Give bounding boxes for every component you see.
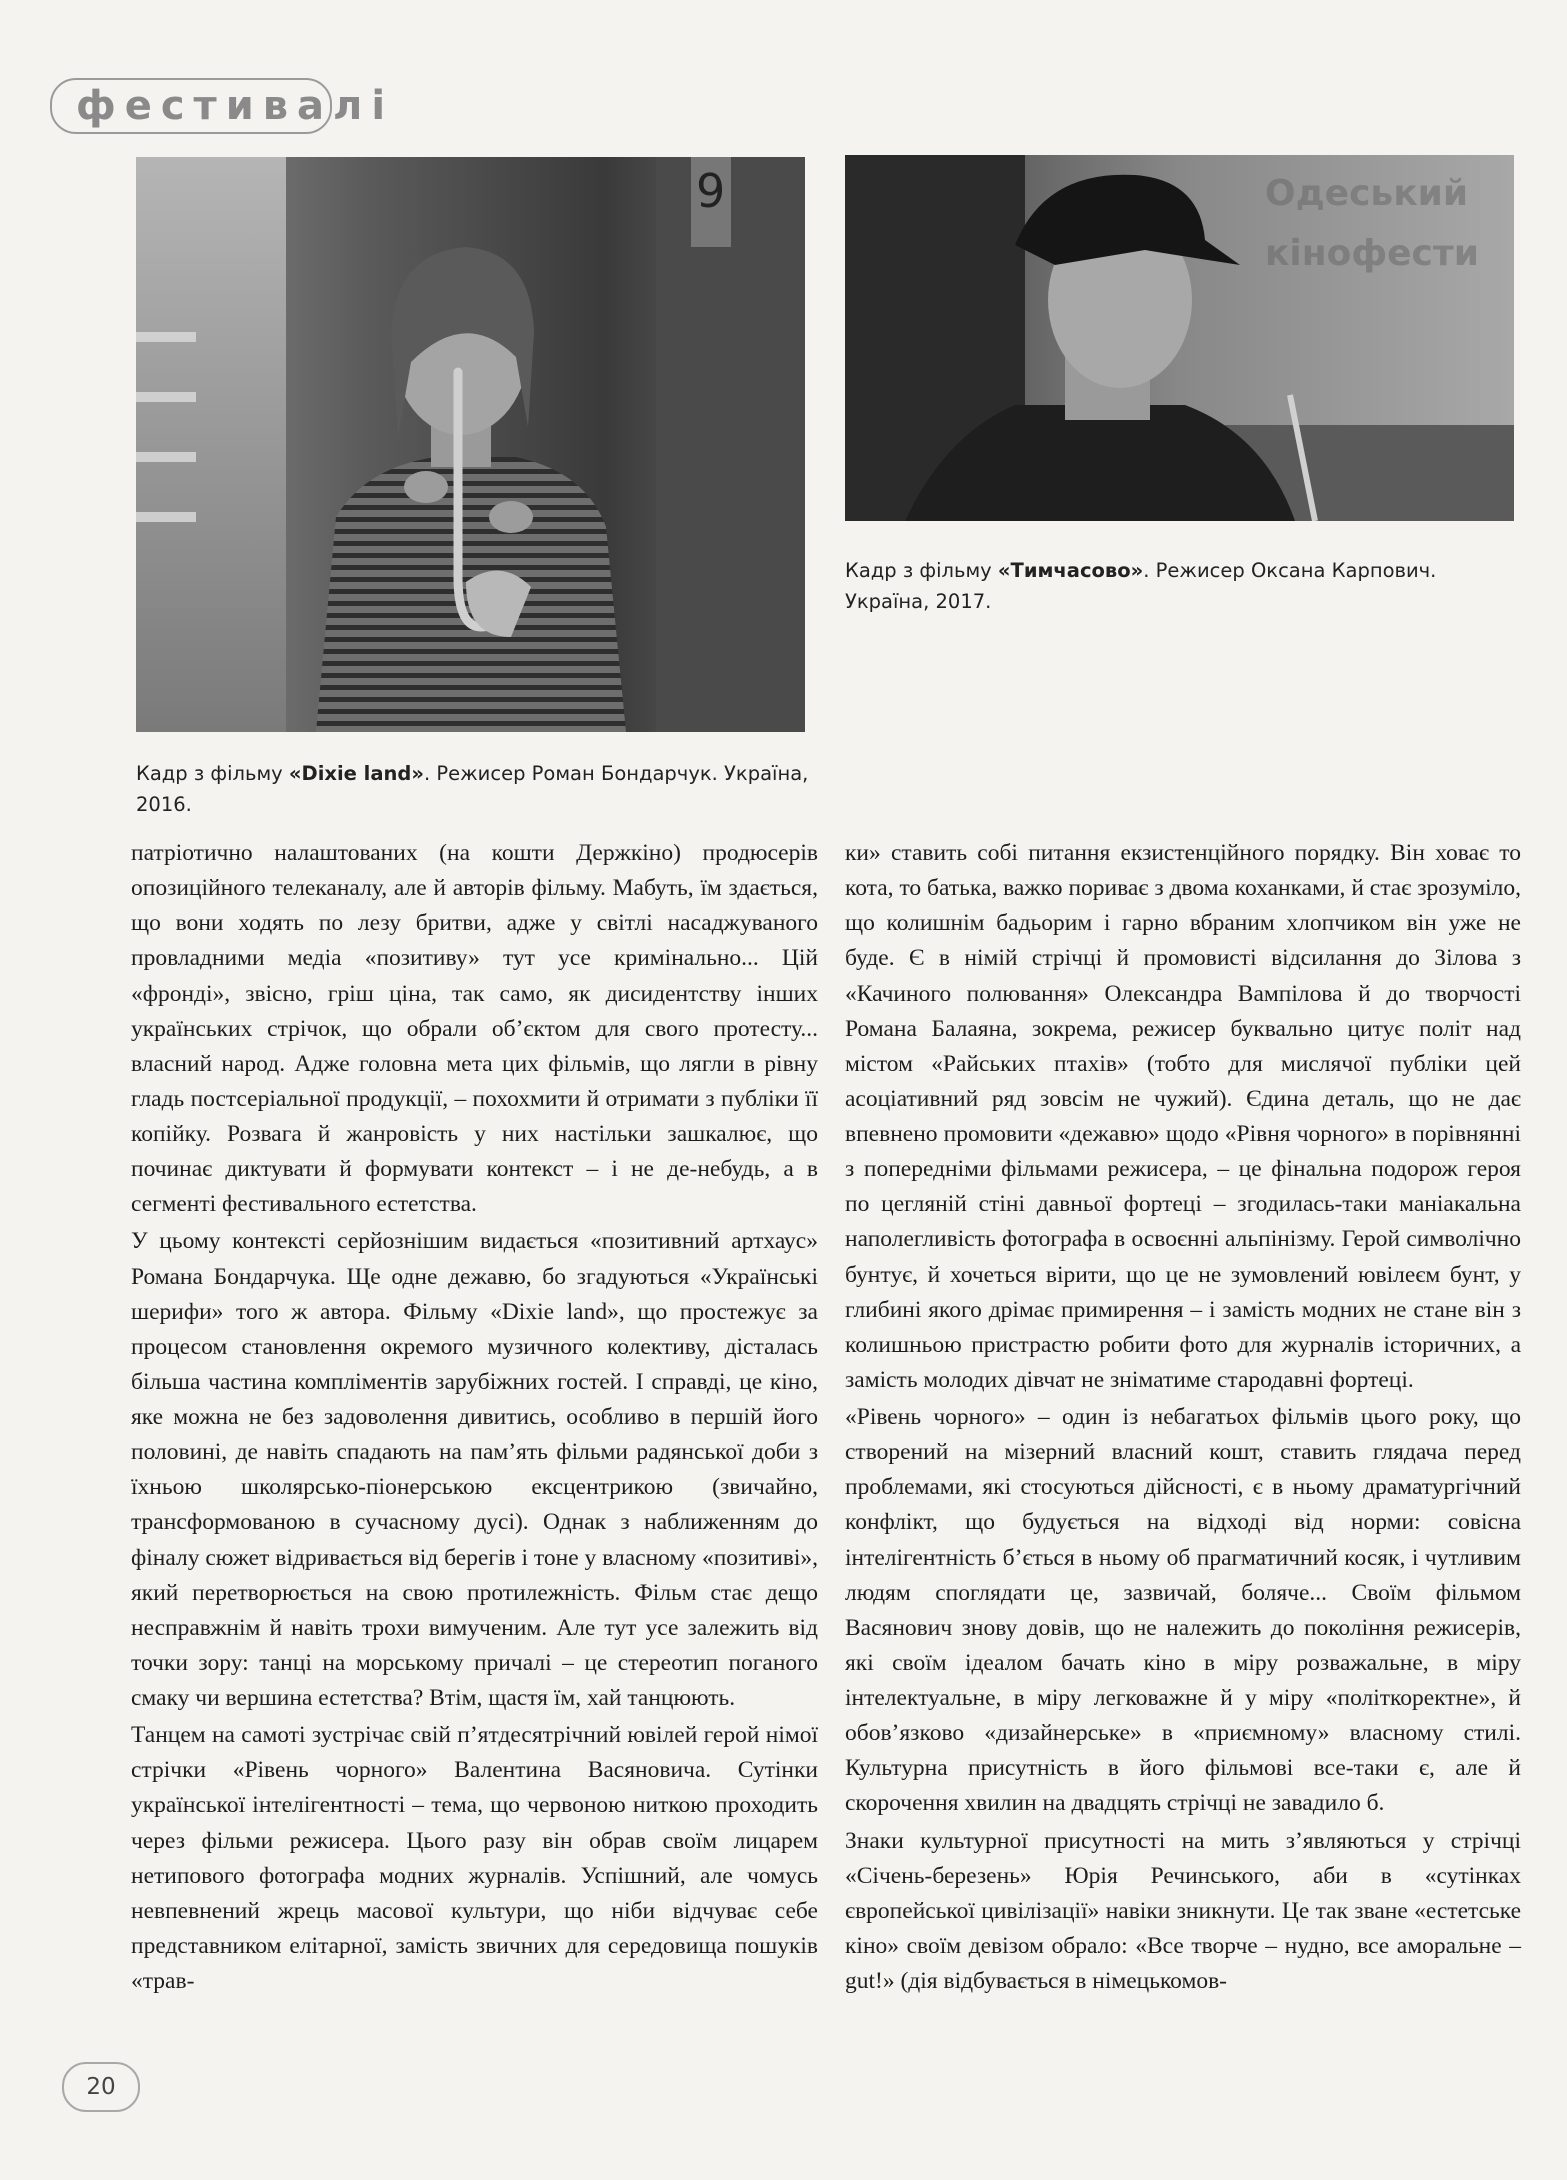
article-paragraph: У цьому контексті серйознішим видається «позитивний артхаус» Романа Бондарчука. Ще одне дежавю, бо згадуються «Українські шерифи» того ж автора. Фільму «Dixie land», що простежує за процесом становлення окремого музичного колективу, дісталась більша частина компліментів зарубіжних гостей. І справді, це кіно, яке можна не без задоволення дивитись, особливо в першій його половині, де навіть спадають на пам’ять фільми радянської доби з їхньою школярсько-піонерською ексцентрикою (звичайно, трансформованою в сучасному дусі). Однак з наближенням до фіналу сюжет відривається від берегів і тоне у власному «позитиві», який перетворюється на свою протилежність. Фільм стає дещо несправжнім й навіть трохи вимученим. Але тут усе залежить від точки зору: танці на морському причалі – це стереотип поганого смаку чи вершина естетства? Втім, щастя їм, хай танцюють. [131, 1228, 818, 1711]
caption-right-prefix: Кадр з фільму [845, 559, 998, 582]
caption-left-prefix: Кадр з фільму [136, 762, 289, 785]
caption-left-film-title: «Dixie land» [288, 762, 424, 785]
film-still-tymchasovo [845, 155, 1514, 521]
film-still-dixie-land [136, 157, 805, 732]
article-paragraph: ки» ставить собі питання екзистенційного порядку. Він ховає то кота, то батька, важко пориває з двома коханками, й стає зрозуміло, що колишнім бадьорим і гарно вбраним хлопчиком він уже не буде. Є в німій стрічці й промовисті відсилання до Зілова з «Качиного полювання» Олександра Вампілова й до творчості Романа Балаяна, зокрема, режисер буквально цитує політ над містом «Райських птахів» (тобто для мислячої публіки цей асоціативний ряд зовсім не чужий). Єдина деталь, що не дає впевнено промовити «дежавю» щодо «Рівня чорного» в порівнянні з попередніми фільмами режисера, – це фінальна подорож героя по цегляній стіні давньої фортеці – згодилась-таки маніакальна наполегливість фотографа в освоєнні альпінізму. Герой символічно бунтує, й хочеться вірити, що це не зумовлений ювілеєм бунт, у глибині якого дрімає примирення – і замість модних не стане він з колишньою пристрастю робити фото для журналів історичних, а замість молодих дівчат не зніматиме стародавні фортеці. [845, 840, 1521, 1393]
caption-left-suffix: . Режисер Роман Бондарчук. Україна, 2016. [136, 762, 809, 816]
caption-right-suffix: . Режисер Оксана Карпович. Україна, 2017. [845, 559, 1437, 613]
article-paragraph: «Рівень чорного» – один із небагатьох фільмів цього року, що створений на мізерний власний кошт, ставить глядача перед проблемами, які стосуються дійсності, є в ньому драматургічний конфлікт, що будується на відході від норми: совісна інтелігентність б’ється в ньому об прагматичний косяк, і чутливим людям споглядати це, зазвичай, боляче... Своїм фільмом Васянович знову довів, що не належить до покоління режисерів, які своїм ідеалом бачать кіно в міру розважальне, в міру інтелектуальне, в міру легковажне й у міру «політкоректне», й обов’язково «дизайнерське» в «приємному» власному стилі. Культурна присутність в його фільмові все-таки є, але й скорочення хвилин на двадцять стрічці не завадило б. [845, 1404, 1521, 1817]
article-paragraph: Знаки культурної присутності на мить з’являються у стрічці «Січень-березень» Юрія Речинського, аби в «сутінках європейської цивілізації» навіки зникнути. Це так зване «естетське кіно» своїм девізом обрало: «Все творче – нудно, все аморальне – gut!» (дія відбувається в німецькомов- [845, 1827, 1521, 1994]
photo-caption-left [136, 758, 816, 820]
film-still-tymchasovo-image [845, 155, 1514, 521]
article-paragraph: патріотично налаштованих (на кошти Держкіно) продюсерів опозиційного телеканалу, але й авторів фільму. Мабуть, їм здається, що вони ходять по лезу бритви, адже у світлі насаджуваного провладними медіа «позитиву» тут усе кримінально... Цій «фронді», звісно, гріш ціна, так само, як дисидентству інших українських стрічок, що обрали об’єктом для свого протесту... власний народ. Адже головна мета цих фільмів, що лягли в рівну гладь постсеріальної продукції, – похохмити й отримати з публіки її копійку. Розвага й жанровість у них настільки зашкалює, що починає диктувати й формувати контекст – і не де-небудь, а в сегменті фестивального естетства. [131, 840, 818, 1218]
svg-text:9: 9 [696, 164, 726, 218]
photo-caption-right [845, 555, 1525, 617]
article-paragraph: Танцем на самоті зустрічає свій п’ятдесятрічний ювілей герой німої стрічки «Рівень чорного» Валентина Васяновича. Сутінки української інтелігентності – тема, що червоною ниткою проходить через фільми режисера. Цього разу він обрав своїм лицарем нетипового фотографа модних журналів. Успішний, але чомусь невпевнений жрець масової культури, що ніби відчуває себе представником елітарної, замість звичних для середовища пошуків «трав- [131, 1722, 818, 1994]
svg-text:кінофести: кінофести [1265, 233, 1479, 274]
section-label: фестивалі [50, 78, 332, 134]
caption-right-film-title: «Тимчасово» [997, 559, 1144, 582]
film-still-dixie-land-image [136, 157, 805, 732]
svg-text:Одеський: Одеський [1265, 173, 1469, 214]
article-column-right [845, 836, 1521, 1999]
article-column-left [131, 836, 818, 1999]
page-number: 20 [62, 2062, 140, 2112]
